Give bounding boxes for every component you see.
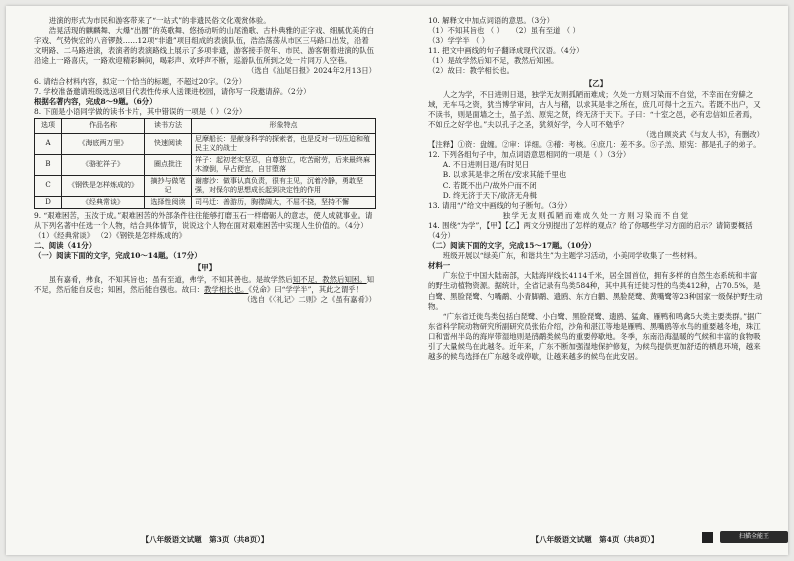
page-footer-right: 【八年级语文试题 第4页（共8页）】 xyxy=(531,535,659,544)
passage-yi-source: （选自顾炎武《与友人书》，有删改） xyxy=(642,130,764,140)
q10-item-2: （2）虽有至道 （ ） xyxy=(515,26,580,36)
table-cell: 《海底两万里》 xyxy=(62,133,145,154)
table-header-row xyxy=(35,118,376,133)
q11-item-2: （2）故曰：教学相长也。 xyxy=(428,66,515,76)
question-10-items xyxy=(428,26,764,36)
question-12: 12. 下列各组句子中，加点词语意思相同的一项是（ ）（3分） xyxy=(428,150,631,160)
table-cell: D xyxy=(35,196,62,208)
intro-paragraph-2: 浩晃活现的麒麟舞、大爆“出圈”的英歌舞、悠扬动听的山尾渔歌、古朴典雅的正字戏、细腻优美的白字戏、气势恢宏的八音锣鼓……12项“非遗”项目组成的表演队伍，浩浩荡荡从市区三马路口出发，沿着文明路、二马路进演，表演者的表演路线上展示了多项非遗，游客接手贺年、市民、游客朝着进演的队伍沿途上一路喜庆，一路欢迎精彩瞬间，喝彩声、欢呼声不断，巡游队伍所到之处一片同万人空巷。 xyxy=(34,26,375,66)
table-cell: 尼摩船长：是献身科学的探索者，也是反对一切压迫和殖民主义的战士 xyxy=(192,133,376,154)
table-cell: 司马迁：善游历，胸襟阔大，不屈不挠，坚持不懈 xyxy=(192,196,376,208)
table-cell: 谢廖沙：做事认真负责，很有主见，沉着冷静，勇敢坚强，对保尔的思想成长起到决定性的作用 xyxy=(192,175,376,196)
table-cell: 选择性阅读 xyxy=(145,196,192,208)
question-10: 10. 解释文中加点词语的意思。（3分） xyxy=(428,16,554,25)
table-cell: 快速阅读 xyxy=(145,133,192,154)
q10-item-1: （1）不知其旨也 （ ） xyxy=(428,26,501,36)
activity-intro: 班级开展以“绿美广东，和谐共生”为主题学习活动，小美同学收集了一些材料。 xyxy=(442,251,702,261)
passage-jia-text xyxy=(34,275,376,295)
q10-item-3: （3）学学半 （ ） xyxy=(428,36,490,46)
scanner-watermark: 扫描全能王 xyxy=(720,531,788,543)
table-header: 形象特点 xyxy=(192,118,376,133)
annotation-notes: 【注释】①资：盘缠。②审：详细。③稽：考核。④庶几：差不多。⑤子羔、原宪：都是孔子的弟子。 xyxy=(428,140,761,150)
table-cell: B xyxy=(35,154,62,175)
section-heading-classics: 根据名著内容，完成8～9题。（6分） xyxy=(34,96,157,106)
table-cell: 《经典常谈》 xyxy=(62,196,145,208)
q12-option-b: B. 以求其是非之所在/安求其能千里也 xyxy=(442,170,567,180)
passage-jia-part: 虽有嘉肴，弗食，不知其旨也；虽有至道，弗学，不知其善也。是故学然后 xyxy=(48,274,293,284)
material-1-paragraph-2: “广东省迁徙鸟类包括白琵鹭、小白鹭、黑脸琵鹭、遗鸥、猛禽、雁鸭和鸣禽5大类主要类群。”据广东省科学院动物研究所副研究员张佑介绍，沙角和湛江等地是雁鸭、黑嘴鸥等水鸟的重要越冬地，珠江口和雷州半岛的海岸带湿地则是鸻鹬类候鸟的重要停歇地。冬季，东南沿海温暖的气候和丰富的食物吸引了大量候鸟在此越冬。近年来，广东不断加强湿地保护修复，为候鸟提供更加舒适的栖息环境，越来越多的候鸟选择在广东越冬或停歇，让越来越多的候鸟在此安居。 xyxy=(428,311,762,362)
q12-option-d: D. 终无济于天下/欲济无舟楫 xyxy=(442,190,537,200)
question-13: 13. 请用“/”给文中画线的句子断句。（3分） xyxy=(428,200,572,210)
material-1-title: 材料一 xyxy=(428,261,451,271)
right-page-column xyxy=(428,16,764,530)
reading-section-title: 二、阅读（41分） xyxy=(34,241,97,251)
question-6: 6. 请结合材料内容，拟定一个恰当的标题，不超过20字。（2分） xyxy=(34,76,246,86)
passage-jia-label: 【甲】 xyxy=(193,263,217,273)
reading-subsection-2: （二）阅读下面的文字，完成15～17题。（10分） xyxy=(428,241,596,251)
table-cell: 圈点批注 xyxy=(145,154,192,175)
table-cell: A xyxy=(35,133,62,154)
table-row xyxy=(35,154,376,175)
intro-paragraph-1: 进演的形式为市民和游客带来了“一站式”的非遗民俗文化观赏体验。 xyxy=(48,16,271,25)
material-1-paragraph-1: 广东位于中国大陆南部，大陆海岸线长4114千米，居全国首位，拥有多样的自然生态系统和丰富的野生动植物资源。据统计，全省记录有鸟类584种，其中具有迁徙习性的鸟类412种，占70.5%，是白鹭、黑脸琵鹭、勺嘴鹬、小青脚鹬、遗鸥、东方白鹳、黑脸琵鹭、黄嘴鹭等23种国家一级保护野生动物。 xyxy=(428,271,763,311)
question-7: 7. 学校准备邀请班级选送项目代表性传承人送课进校园，请你写一段邀请辞。（2分） xyxy=(34,86,311,96)
passage-jia-source: （选自《〈礼记〉二则》之《虽有嘉肴》） xyxy=(242,294,376,304)
q13-sentence: 独学无友则孤陋而难成久处一方则习染而不自觉 xyxy=(502,210,690,220)
exam-sheet xyxy=(6,6,788,555)
table-cell: 祥子：起初老实坚忍，自尊独立，吃苦耐劳，后来最终麻木潦倒，早占便宜，自甘堕落 xyxy=(192,154,376,175)
table-row xyxy=(35,175,376,196)
question-9: 9. “艰难困苦，玉汝于成。”艰难困苦的外部条件往往能够打磨玉石一样磨砺人的意志，使人成就事业。请从下列名著中任选一个人物，结合具体情节，说说这个人物在面对艰难困苦中实现人生价值的。（4分） xyxy=(34,210,373,231)
question-11: 11. 把文中画线的句子翻译成现代汉语。（4分） xyxy=(428,46,584,56)
reading-card-table xyxy=(34,118,376,209)
underlined-sentence-2: 教学相长也。 xyxy=(204,284,249,294)
table-header: 作品名称 xyxy=(62,118,145,133)
page-footer-left: 【八年级语文试题 第3页（共8页）】 xyxy=(141,535,269,544)
passage-jia-part: 《兑命》曰“学学半”，其此之谓乎！ xyxy=(248,284,364,294)
table-header: 读书方法 xyxy=(145,118,192,133)
question-14: 14. 围绕“为学”，【甲】【乙】两文分别提出了怎样的观点？给了你哪些学习方面的启示？请简要概括（4分） xyxy=(428,220,753,240)
table-header: 选项 xyxy=(35,118,62,133)
table-cell: 摘抄与做笔记 xyxy=(145,175,192,196)
passage-yi-text: 人之为学，不日进则日退，独学无友则孤陋而难成；久处一方则习染而不自觉，不幸而在穷僻之域，无车马之资，犹当博学审问，古人与稽，以求其是非之所在，庶几可得十之五六。若既不出户，又不读书，则是面墙之士，虽子羔、原宪之贤，终无济于天下。子曰：“十室之邑，必有忠信如丘者焉，不如丘之好学也。”夫以孔子之圣，犹须好学，今人可不勉乎？ xyxy=(428,89,761,129)
table-cell: C xyxy=(35,175,62,196)
reading-subsection-1: （一）阅读下面的文字，完成10～14题。（17分） xyxy=(34,251,202,261)
left-page-column xyxy=(34,16,376,530)
qr-code-icon xyxy=(702,532,713,543)
q11-item-1: （1）是故学然后知不足，教然后知困。 xyxy=(428,56,559,66)
question-9-options: （1）《经典常谈》 （2）《钢铁是怎样炼成的》 xyxy=(34,231,187,241)
underlined-sentence-1: 知不足，教然后知困。 xyxy=(292,274,367,284)
table-row xyxy=(35,133,376,154)
q12-option-c: C. 若既不出户/故外户而不闭 xyxy=(442,180,537,190)
question-8: 8. 下面是小语同学做的读书卡片，其中错误的一项是（ ）（2分） xyxy=(34,106,247,116)
table-row xyxy=(35,196,376,208)
intro-source: （选自《汕尾日报》2024年2月13日） xyxy=(247,66,376,76)
q12-option-a: A. 不日进则日退/有时见日 xyxy=(442,160,530,170)
table-cell: 《骆驼祥子》 xyxy=(62,154,145,175)
passage-jia-part: 知不足，然后能自反也；知困，然后能自强也。故曰： xyxy=(34,274,375,294)
passage-yi-label: 【乙】 xyxy=(584,78,608,88)
table-cell: 《钢铁是怎样炼成的》 xyxy=(62,175,145,196)
